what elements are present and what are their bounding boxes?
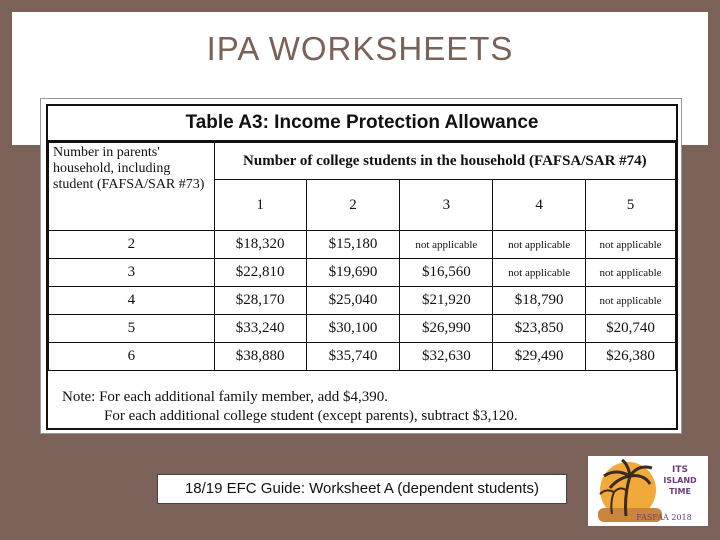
value-cell: $29,490 [493, 343, 586, 371]
table-title: Table A3: Income Protection Allowance [48, 106, 676, 142]
value-cell: $18,320 [214, 231, 306, 259]
value-cell: $38,880 [214, 343, 306, 371]
slide-title: IPA WORKSHEETS [206, 30, 514, 67]
value-cell: $21,920 [400, 287, 493, 315]
value-cell: $33,240 [214, 315, 306, 343]
value-cell: not applicable [400, 231, 493, 259]
value-cell: $28,170 [214, 287, 306, 315]
ipa-table-frame [46, 104, 678, 430]
table-row [49, 287, 676, 315]
ipa-table-image [40, 98, 682, 434]
left-frame [0, 0, 12, 145]
col-number: 1 [214, 180, 306, 231]
value-cell: not applicable [586, 259, 676, 287]
value-cell: $15,180 [306, 231, 400, 259]
column-header-cell: Number of college students in the household (FAFSA/SAR #74) [214, 143, 675, 180]
col-number: 2 [306, 180, 400, 231]
col-number: 3 [400, 180, 493, 231]
fasfaa-logo [588, 456, 708, 526]
household-size-cell: 4 [49, 287, 215, 315]
logo-text-4: FASFAA 2018 [636, 513, 692, 522]
value-cell: $19,690 [306, 259, 400, 287]
value-cell: $26,380 [586, 343, 676, 371]
logo-text-3: TIME [669, 487, 691, 496]
household-size-cell: 3 [49, 259, 215, 287]
household-size-cell: 5 [49, 315, 215, 343]
note-line-1: Note: For each additional family member, add $4,390. [62, 389, 388, 405]
value-cell: $18,790 [493, 287, 586, 315]
table-row [49, 231, 676, 259]
right-frame [708, 0, 720, 145]
household-size-cell: 2 [49, 231, 215, 259]
palm-tree-logo-icon [588, 456, 708, 526]
top-frame [0, 0, 720, 12]
table-row [49, 343, 676, 371]
row-header-cell: Number in parents' household, including student (FAFSA/SAR #73) [49, 143, 215, 231]
value-cell: $32,630 [400, 343, 493, 371]
value-cell: $30,100 [306, 315, 400, 343]
value-cell: $35,740 [306, 343, 400, 371]
table-row [49, 315, 676, 343]
value-cell: $26,990 [400, 315, 493, 343]
value-cell: $20,740 [586, 315, 676, 343]
value-cell: $25,040 [306, 287, 400, 315]
value-cell: $23,850 [493, 315, 586, 343]
source-caption: 18/19 EFC Guide: Worksheet A (dependent students) [157, 474, 567, 504]
col-number: 5 [586, 180, 676, 231]
table-row [49, 259, 676, 287]
value-cell: $16,560 [400, 259, 493, 287]
value-cell: $22,810 [214, 259, 306, 287]
value-cell: not applicable [586, 287, 676, 315]
col-number: 4 [493, 180, 586, 231]
note-line-2: For each additional college student (except parents), subtract $3,120. [104, 408, 518, 424]
table-header-row [49, 143, 676, 180]
value-cell: not applicable [493, 259, 586, 287]
table-note [62, 388, 518, 426]
ipa-table [48, 142, 676, 371]
household-size-cell: 6 [49, 343, 215, 371]
logo-text-2: ISLAND [663, 476, 697, 485]
value-cell: not applicable [493, 231, 586, 259]
logo-text-1: ITS [672, 465, 688, 475]
value-cell: not applicable [586, 231, 676, 259]
